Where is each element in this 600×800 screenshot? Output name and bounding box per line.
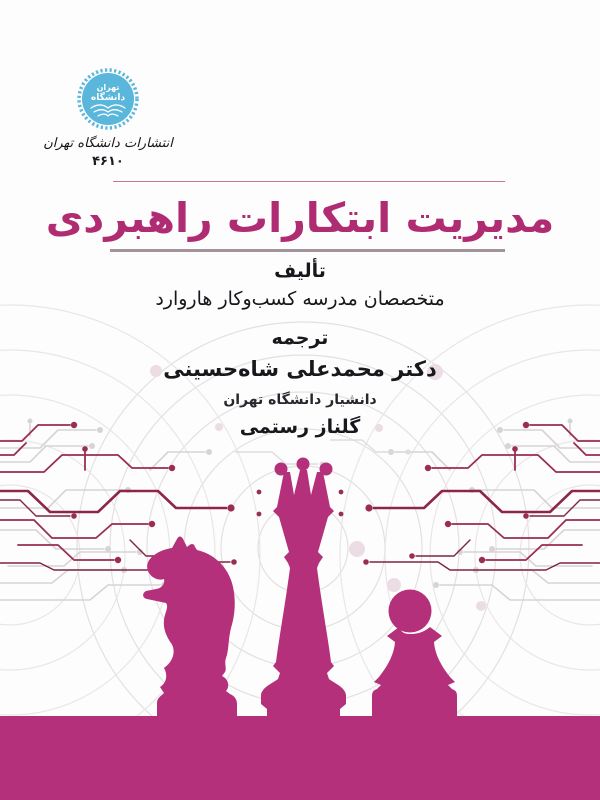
serial-number: ۴۶۱۰ [92,154,124,169]
chess-queen-icon [261,458,346,717]
translation-label: ترجمه [271,327,329,349]
bottom-band [0,716,600,800]
university-of-tehran-seal [77,68,139,130]
translator-affiliation: دانشیار دانشگاه تهران [223,392,377,408]
co-translator-name: گلناز رستمی [239,416,361,438]
author-name: متخصصان مدرسه کسب‌وکار هاروارد [155,288,445,310]
publisher-block [40,68,176,169]
chess-pawn-icon [372,590,457,717]
publisher-imprint: انتشارات دانشگاه تهران [43,136,173,151]
seal-text-tehran: تهران [96,83,120,92]
title-bottom-rule [110,249,505,252]
book-title: مدیریت ابتکارات راهبردی [45,194,555,242]
translator-name: دکتر محمدعلی شاه‌حسینی [163,357,437,381]
seal-text-daneshgah: دانشگاه [90,93,126,103]
title-top-rule [113,181,505,182]
circuit-pattern-center [235,440,411,467]
authorship-label: تألیف [274,260,326,282]
